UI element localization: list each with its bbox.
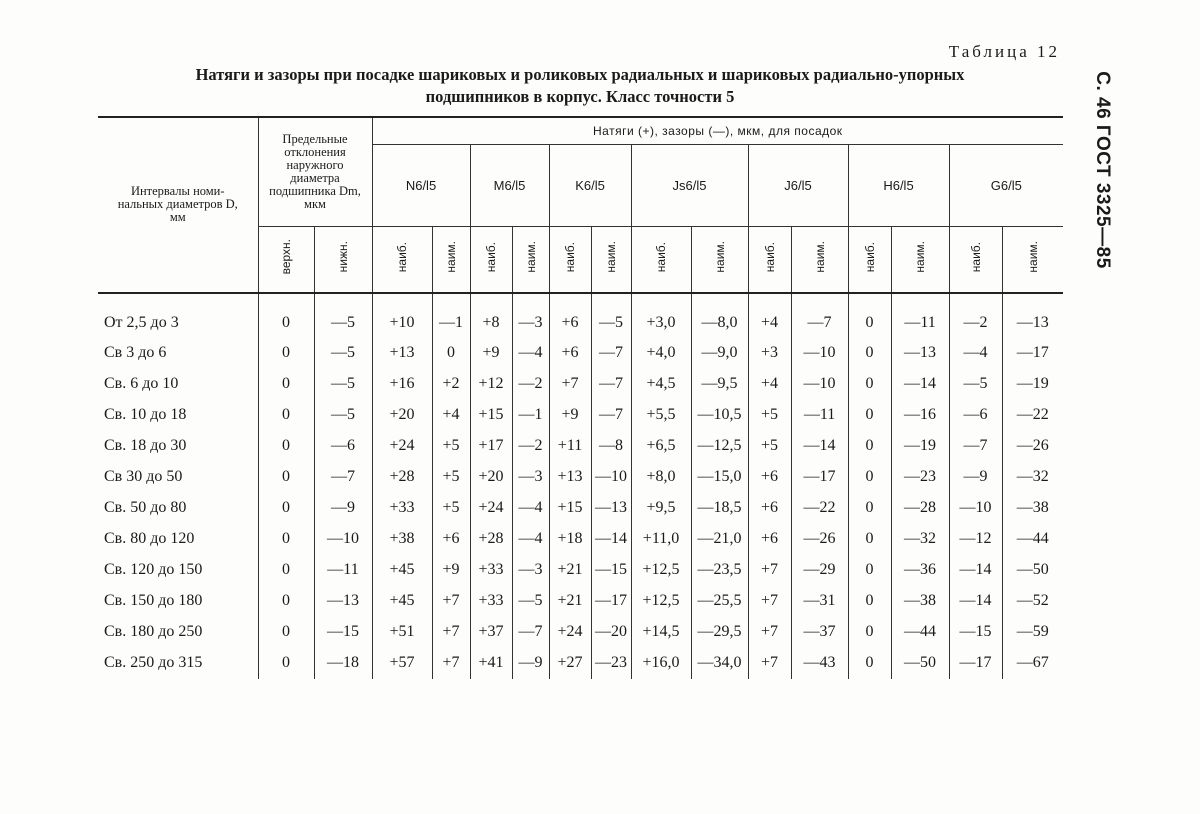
- max-value-cell: +4,0: [631, 338, 691, 369]
- min-value-cell: —32: [1002, 462, 1063, 493]
- max-value-cell: +37: [470, 617, 512, 648]
- min-value-cell: +5: [432, 462, 470, 493]
- table-row: [98, 493, 1063, 524]
- lower-deviation-cell: —10: [314, 524, 372, 555]
- min-value-cell: —23: [591, 648, 631, 679]
- min-value-cell: —8,0: [691, 293, 748, 338]
- subheader-min: наим.: [432, 227, 470, 293]
- min-value-cell: —20: [591, 617, 631, 648]
- min-value-cell: —44: [1002, 524, 1063, 555]
- min-value-cell: —14: [791, 431, 848, 462]
- table-row: [98, 617, 1063, 648]
- max-value-cell: —9: [949, 462, 1002, 493]
- min-value-cell: —4: [512, 524, 549, 555]
- upper-deviation-cell: 0: [258, 431, 314, 462]
- interval-cell: Св. 6 до 10: [104, 375, 179, 392]
- max-value-cell: +11: [549, 431, 591, 462]
- subheader-min: наим.: [591, 227, 631, 293]
- header-fit-js6: Js6/l5: [631, 145, 748, 227]
- min-value-cell: —15: [591, 555, 631, 586]
- min-value-cell: +9: [432, 555, 470, 586]
- upper-deviation-cell: 0: [258, 493, 314, 524]
- max-value-cell: +13: [372, 338, 432, 369]
- max-value-cell: +24: [470, 493, 512, 524]
- upper-deviation-cell: 0: [258, 400, 314, 431]
- max-value-cell: +9,5: [631, 493, 691, 524]
- max-value-cell: —12: [949, 524, 1002, 555]
- min-value-cell: —3: [512, 555, 549, 586]
- max-value-cell: +4,5: [631, 369, 691, 400]
- min-value-cell: +6: [432, 524, 470, 555]
- header-fit-j6: J6/l5: [748, 145, 848, 227]
- table-row: [98, 586, 1063, 617]
- min-value-cell: —36: [891, 555, 949, 586]
- min-value-cell: —43: [791, 648, 848, 679]
- max-value-cell: +11,0: [631, 524, 691, 555]
- max-value-cell: +5,5: [631, 400, 691, 431]
- max-value-cell: +7: [748, 648, 791, 679]
- min-value-cell: —9,0: [691, 338, 748, 369]
- max-value-cell: —7: [949, 431, 1002, 462]
- max-value-cell: —6: [949, 400, 1002, 431]
- upper-deviation-cell: 0: [258, 648, 314, 679]
- interval-cell: Св 3 до 6: [104, 344, 167, 361]
- lower-deviation-cell: —5: [314, 338, 372, 369]
- min-value-cell: —67: [1002, 648, 1063, 679]
- min-value-cell: —10: [791, 338, 848, 369]
- max-value-cell: —5: [949, 369, 1002, 400]
- max-value-cell: +12,5: [631, 555, 691, 586]
- min-value-cell: —12,5: [691, 431, 748, 462]
- min-value-cell: —13: [591, 493, 631, 524]
- subheader-max: наиб.: [372, 227, 432, 293]
- max-value-cell: +3: [748, 338, 791, 369]
- max-value-cell: +8: [470, 293, 512, 338]
- min-value-cell: +7: [432, 648, 470, 679]
- min-value-cell: —3: [512, 462, 549, 493]
- max-value-cell: +12: [470, 369, 512, 400]
- min-value-cell: +7: [432, 586, 470, 617]
- interval-cell: Св. 18 до 30: [104, 437, 187, 454]
- max-value-cell: +38: [372, 524, 432, 555]
- max-value-cell: —4: [949, 338, 1002, 369]
- min-value-cell: —11: [891, 293, 949, 338]
- header-fit-m6: M6/l5: [470, 145, 549, 227]
- min-value-cell: —28: [891, 493, 949, 524]
- min-value-cell: —1: [512, 400, 549, 431]
- min-value-cell: —19: [891, 431, 949, 462]
- max-value-cell: +45: [372, 555, 432, 586]
- min-value-cell: +7: [432, 617, 470, 648]
- table-row: [98, 555, 1063, 586]
- subheader-min: наим.: [1002, 227, 1063, 293]
- max-value-cell: 0: [848, 648, 891, 679]
- min-value-cell: +2: [432, 369, 470, 400]
- max-value-cell: 0: [848, 555, 891, 586]
- max-value-cell: +3,0: [631, 293, 691, 338]
- subheader-max: наиб.: [848, 227, 891, 293]
- max-value-cell: +7: [748, 617, 791, 648]
- min-value-cell: —38: [1002, 493, 1063, 524]
- lower-deviation-cell: —5: [314, 293, 372, 338]
- min-value-cell: —37: [791, 617, 848, 648]
- table-row: [98, 338, 1063, 369]
- max-value-cell: —14: [949, 555, 1002, 586]
- subheader-max: наиб.: [470, 227, 512, 293]
- subheader-min: наим.: [691, 227, 748, 293]
- header-interval: Интервалы номи-нальных диаметров D, мм: [98, 117, 258, 293]
- min-value-cell: —32: [891, 524, 949, 555]
- table-row: [98, 648, 1063, 679]
- lower-deviation-cell: —6: [314, 431, 372, 462]
- min-value-cell: —29: [791, 555, 848, 586]
- min-value-cell: —3: [512, 293, 549, 338]
- lower-deviation-cell: —7: [314, 462, 372, 493]
- min-value-cell: —7: [591, 400, 631, 431]
- max-value-cell: +7: [748, 555, 791, 586]
- min-value-cell: —13: [891, 338, 949, 369]
- max-value-cell: 0: [848, 338, 891, 369]
- max-value-cell: +8,0: [631, 462, 691, 493]
- min-value-cell: —26: [1002, 431, 1063, 462]
- subheader-min: наим.: [891, 227, 949, 293]
- max-value-cell: +13: [549, 462, 591, 493]
- subheader-max: наиб.: [631, 227, 691, 293]
- min-value-cell: —11: [791, 400, 848, 431]
- max-value-cell: +9: [470, 338, 512, 369]
- interval-cell: Св 30 до 50: [104, 468, 183, 485]
- subheader-lower: нижн.: [314, 227, 372, 293]
- max-value-cell: —15: [949, 617, 1002, 648]
- min-value-cell: —13: [1002, 293, 1063, 338]
- min-value-cell: —21,0: [691, 524, 748, 555]
- min-value-cell: —52: [1002, 586, 1063, 617]
- max-value-cell: +33: [470, 555, 512, 586]
- lower-deviation-cell: —5: [314, 400, 372, 431]
- min-value-cell: —29,5: [691, 617, 748, 648]
- interval-cell: Св. 250 до 315: [104, 654, 203, 671]
- interval-cell: Св. 80 до 120: [104, 530, 195, 547]
- upper-deviation-cell: 0: [258, 586, 314, 617]
- max-value-cell: +21: [549, 555, 591, 586]
- min-value-cell: —23,5: [691, 555, 748, 586]
- upper-deviation-cell: 0: [258, 524, 314, 555]
- max-value-cell: +9: [549, 400, 591, 431]
- max-value-cell: +6: [748, 493, 791, 524]
- max-value-cell: 0: [848, 586, 891, 617]
- min-value-cell: —7: [512, 617, 549, 648]
- min-value-cell: +5: [432, 493, 470, 524]
- subheader-min: наим.: [791, 227, 848, 293]
- header-fits-group: Натяги (+), зазоры (—), мкм, для посадок: [372, 117, 1063, 145]
- max-value-cell: +24: [372, 431, 432, 462]
- max-value-cell: +10: [372, 293, 432, 338]
- lower-deviation-cell: —5: [314, 369, 372, 400]
- max-value-cell: +33: [470, 586, 512, 617]
- min-value-cell: +5: [432, 431, 470, 462]
- min-value-cell: —16: [891, 400, 949, 431]
- max-value-cell: +4: [748, 293, 791, 338]
- min-value-cell: —17: [791, 462, 848, 493]
- max-value-cell: +6: [748, 462, 791, 493]
- upper-deviation-cell: 0: [258, 555, 314, 586]
- min-value-cell: —17: [1002, 338, 1063, 369]
- lower-deviation-cell: —13: [314, 586, 372, 617]
- max-value-cell: 0: [848, 493, 891, 524]
- max-value-cell: +45: [372, 586, 432, 617]
- min-value-cell: —22: [1002, 400, 1063, 431]
- max-value-cell: +15: [549, 493, 591, 524]
- max-value-cell: +6,5: [631, 431, 691, 462]
- upper-deviation-cell: 0: [258, 293, 314, 338]
- max-value-cell: 0: [848, 400, 891, 431]
- min-value-cell: —9: [512, 648, 549, 679]
- max-value-cell: +6: [549, 293, 591, 338]
- upper-deviation-cell: 0: [258, 462, 314, 493]
- max-value-cell: 0: [848, 617, 891, 648]
- min-value-cell: —8: [591, 431, 631, 462]
- lower-deviation-cell: —9: [314, 493, 372, 524]
- min-value-cell: —5: [512, 586, 549, 617]
- table-row: [98, 524, 1063, 555]
- interval-cell: Св. 120 до 150: [104, 561, 203, 578]
- max-value-cell: +21: [549, 586, 591, 617]
- header-fit-g6: G6/l5: [949, 145, 1063, 227]
- max-value-cell: +20: [372, 400, 432, 431]
- min-value-cell: —14: [891, 369, 949, 400]
- min-value-cell: —18,5: [691, 493, 748, 524]
- max-value-cell: +5: [748, 431, 791, 462]
- max-value-cell: +20: [470, 462, 512, 493]
- min-value-cell: —5: [591, 293, 631, 338]
- min-value-cell: —2: [512, 369, 549, 400]
- max-value-cell: —10: [949, 493, 1002, 524]
- table-row: [98, 369, 1063, 400]
- max-value-cell: +57: [372, 648, 432, 679]
- side-label-text: С. 46 ГОСТ 3325—85: [1092, 71, 1113, 269]
- max-value-cell: +17: [470, 431, 512, 462]
- max-value-cell: +16: [372, 369, 432, 400]
- subheader-upper: верхн.: [258, 227, 314, 293]
- max-value-cell: +7: [549, 369, 591, 400]
- header-fit-k6: K6/l5: [549, 145, 631, 227]
- min-value-cell: —4: [512, 493, 549, 524]
- max-value-cell: +14,5: [631, 617, 691, 648]
- min-value-cell: —59: [1002, 617, 1063, 648]
- subheader-max: наиб.: [949, 227, 1002, 293]
- min-value-cell: —31: [791, 586, 848, 617]
- min-value-cell: —2: [512, 431, 549, 462]
- subheader-max: наиб.: [549, 227, 591, 293]
- lower-deviation-cell: —15: [314, 617, 372, 648]
- min-value-cell: —7: [591, 369, 631, 400]
- max-value-cell: 0: [848, 462, 891, 493]
- max-value-cell: +51: [372, 617, 432, 648]
- min-value-cell: —19: [1002, 369, 1063, 400]
- max-value-cell: +28: [470, 524, 512, 555]
- min-value-cell: —17: [591, 586, 631, 617]
- table-row: [98, 462, 1063, 493]
- max-value-cell: +15: [470, 400, 512, 431]
- interval-cell: Св. 10 до 18: [104, 406, 187, 423]
- min-value-cell: —7: [791, 293, 848, 338]
- min-value-cell: —15,0: [691, 462, 748, 493]
- max-value-cell: +41: [470, 648, 512, 679]
- interval-cell: Св. 180 до 250: [104, 623, 203, 640]
- min-value-cell: +4: [432, 400, 470, 431]
- header-fit-h6: H6/l5: [848, 145, 949, 227]
- interval-cell: Св. 150 до 180: [104, 592, 203, 609]
- min-value-cell: —44: [891, 617, 949, 648]
- min-value-cell: —1: [432, 293, 470, 338]
- title-line-1: Натяги и зазоры при посадке шариковых и роликовых радиальных и шариковых радиально-упорных: [195, 65, 965, 84]
- max-value-cell: 0: [848, 524, 891, 555]
- min-value-cell: —38: [891, 586, 949, 617]
- interval-cell: От 2,5 до 3: [104, 313, 179, 331]
- max-value-cell: —14: [949, 586, 1002, 617]
- min-value-cell: —10: [791, 369, 848, 400]
- max-value-cell: +33: [372, 493, 432, 524]
- min-value-cell: —22: [791, 493, 848, 524]
- max-value-cell: —17: [949, 648, 1002, 679]
- lower-deviation-cell: —11: [314, 555, 372, 586]
- max-value-cell: +28: [372, 462, 432, 493]
- max-value-cell: +24: [549, 617, 591, 648]
- lower-deviation-cell: —18: [314, 648, 372, 679]
- max-value-cell: +7: [748, 586, 791, 617]
- min-value-cell: —14: [591, 524, 631, 555]
- min-value-cell: —9,5: [691, 369, 748, 400]
- min-value-cell: —50: [1002, 555, 1063, 586]
- max-value-cell: +16,0: [631, 648, 691, 679]
- min-value-cell: —4: [512, 338, 549, 369]
- table-number: Таблица 12: [948, 42, 1060, 61]
- min-value-cell: —25,5: [691, 586, 748, 617]
- table-title: [110, 64, 1050, 108]
- min-value-cell: —23: [891, 462, 949, 493]
- max-value-cell: +18: [549, 524, 591, 555]
- max-value-cell: +6: [549, 338, 591, 369]
- max-value-cell: 0: [848, 431, 891, 462]
- min-value-cell: —34,0: [691, 648, 748, 679]
- header-deviation: Предельные отклонения наружного диаметра подшипника Dm, мкм: [258, 117, 372, 227]
- max-value-cell: +27: [549, 648, 591, 679]
- max-value-cell: 0: [848, 369, 891, 400]
- min-value-cell: —26: [791, 524, 848, 555]
- title-line-2: подшипников в корпус. Класс точности 5: [425, 87, 735, 106]
- max-value-cell: —2: [949, 293, 1002, 338]
- fits-table: [98, 116, 1063, 679]
- min-value-cell: —10,5: [691, 400, 748, 431]
- table-body: [98, 293, 1063, 679]
- upper-deviation-cell: 0: [258, 617, 314, 648]
- interval-cell: Св. 50 до 80: [104, 499, 187, 516]
- table-row: [98, 400, 1063, 431]
- min-value-cell: —7: [591, 338, 631, 369]
- upper-deviation-cell: 0: [258, 369, 314, 400]
- table-row: [98, 293, 1063, 338]
- subheader-max: наиб.: [748, 227, 791, 293]
- min-value-cell: —10: [591, 462, 631, 493]
- max-value-cell: 0: [848, 293, 891, 338]
- min-value-cell: —50: [891, 648, 949, 679]
- subheader-min: наим.: [512, 227, 549, 293]
- min-value-cell: 0: [432, 338, 470, 369]
- table-row: [98, 431, 1063, 462]
- max-value-cell: +12,5: [631, 586, 691, 617]
- max-value-cell: +5: [748, 400, 791, 431]
- max-value-cell: +4: [748, 369, 791, 400]
- upper-deviation-cell: 0: [258, 338, 314, 369]
- max-value-cell: +6: [748, 524, 791, 555]
- side-page-label: [1080, 40, 1124, 300]
- header-fit-n6: N6/l5: [372, 145, 470, 227]
